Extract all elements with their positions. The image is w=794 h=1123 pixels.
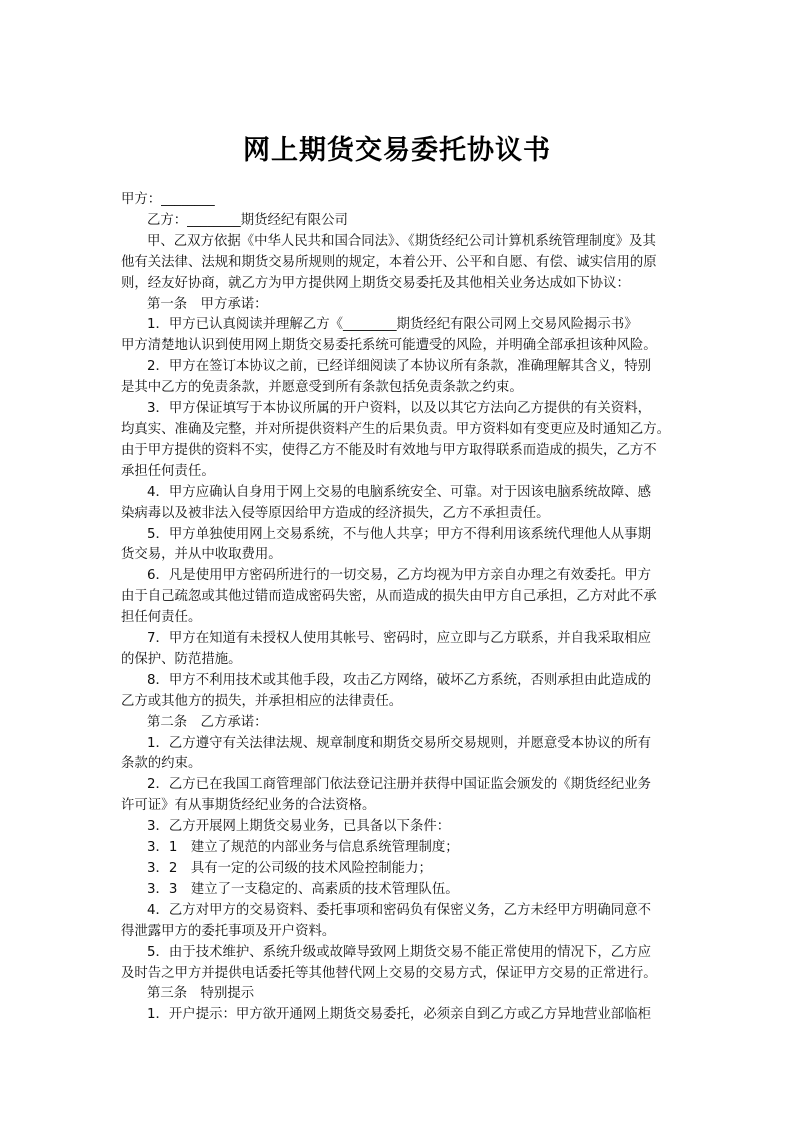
art2-clause: 3．2 具有一定的公司级的技术风险控制能力； (147, 861, 432, 876)
art1-clause: 4．甲方应确认自身用于网上交易的电脑系统安全、可靠。对于因该电脑系统故障、感 染病毒以及被非法入侵等原因给甲方造成的经济损失，乙方不承担责任。 (121, 484, 651, 521)
art1-clause: 1．甲方已认真阅读并理解乙方《________期货经纪有限公司网上交易风险揭示书》 甲方清楚地认识到使用网上期货交易委托系统可能遭受的风险，并明确全部承担该种风险。 (121, 317, 657, 354)
party-b: 乙方：________期货经纪有限公司 (147, 212, 348, 228)
art2-clause: 3．1 建立了规范的内部业务与信息系统管理制度； (147, 840, 459, 856)
preamble: 甲、乙双方依据《中华人民共和国合同法》、《期货经纪公司计算机系统管理制度》及其 他有关法律、法规和期货交易所规则的规定，本着公开、公平和自愿、有偿、诚实信用的原 则，经友好协商，就乙方为甲方提供网上期货交易委托及其他相关业务达成如下协议： (121, 233, 657, 291)
art1-clause: 5．甲方单独使用网上交易系统，不与他人共享；甲方不得利用该系统代理他人从事期 货交易，并从中收取费用。 (121, 526, 651, 563)
article-3-clauses (121, 1005, 681, 1026)
art2-clause: 2．乙方已在我国工商管理部门依法登记注册并获得中国证监会颁发的《期货经纪业务 许可证》有从事期货经纪业务的合法资格。 (121, 777, 651, 814)
article-2-heading: 第二条 乙方承诺： (147, 714, 268, 730)
art1-clause: 7．甲方在知道有未授权人使用其帐号、密码时，应立即与乙方联系，并自我采取相应 的保护、防范措施。 (121, 631, 651, 667)
document-body (121, 190, 681, 1026)
art1-clause: 8．甲方不利用技术或其他手段，攻击乙方网络，破坏乙方系统，否则承担由此造成的 乙方或其他方的损失，并承担相应的法律责任。 (121, 672, 651, 709)
art3-clause: 1．开户提示：甲方欲开通网上期货交易委托，必须亲自到乙方或乙方异地营业部临柜 (147, 1007, 651, 1023)
art2-clause: 3．乙方开展网上期货交易业务，已具备以下条件： (147, 819, 451, 835)
document-title: 网上期货交易委托协议书 (243, 135, 551, 166)
art2-clause: 3．3 建立了一支稳定的、高素质的技术管理队伍。 (147, 881, 459, 897)
article-3-heading: 第三条 特别提示 (147, 986, 255, 1002)
art1-clause: 3．甲方保证填写于本协议所属的开户资料，以及以其它方法向乙方提供的有关资料， 均真实、准确及完整，并对所提供资料产生的后果负责。甲方资料如有变更应及时通知乙方。 由于甲方提供的资料不实，使得乙方不能及时有效地与甲方取得联系而造成的损失，乙方不 承担任何责任。 (121, 401, 671, 479)
party-a: 甲方：________ (121, 192, 215, 207)
article-1-heading: 第一条 甲方承诺： (147, 296, 268, 312)
art2-clause: 1．乙方遵守有关法律法规、规章制度和期货交易所交易规则，并愿意受本协议的所有 条款的约束。 (121, 735, 651, 772)
article-1-clauses (121, 315, 681, 712)
art2-clause: 4．乙方对甲方的交易资料、委托事项和密码负有保密义务，乙方未经甲方明确同意不 得泄露甲方的委托事项及开户资料。 (121, 902, 651, 939)
article-2-clauses (121, 734, 681, 985)
art1-clause: 2．甲方在签订本协议之前，已经详细阅读了本协议所有条款，准确理解其含义，特别 是其中乙方的免责条款，并愿意受到所有条款包括免责条款之约束。 (121, 359, 651, 396)
art2-clause: 5．由于技术维护、系统升级或故障导致网上期货交易不能正常使用的情况下，乙方应 及时告之甲方并提供电话委托等其他替代网上交易的交易方式，保证甲方交易的正常进行。 (121, 944, 657, 981)
art1-clause: 6．凡是使用甲方密码所进行的一切交易，乙方均视为甲方亲自办理之有效委托。甲方 由于自己疏忽或其他过错而造成密码失密，从而造成的损失由甲方自己承担，乙方对此不承 担任何责任。 (121, 568, 657, 626)
